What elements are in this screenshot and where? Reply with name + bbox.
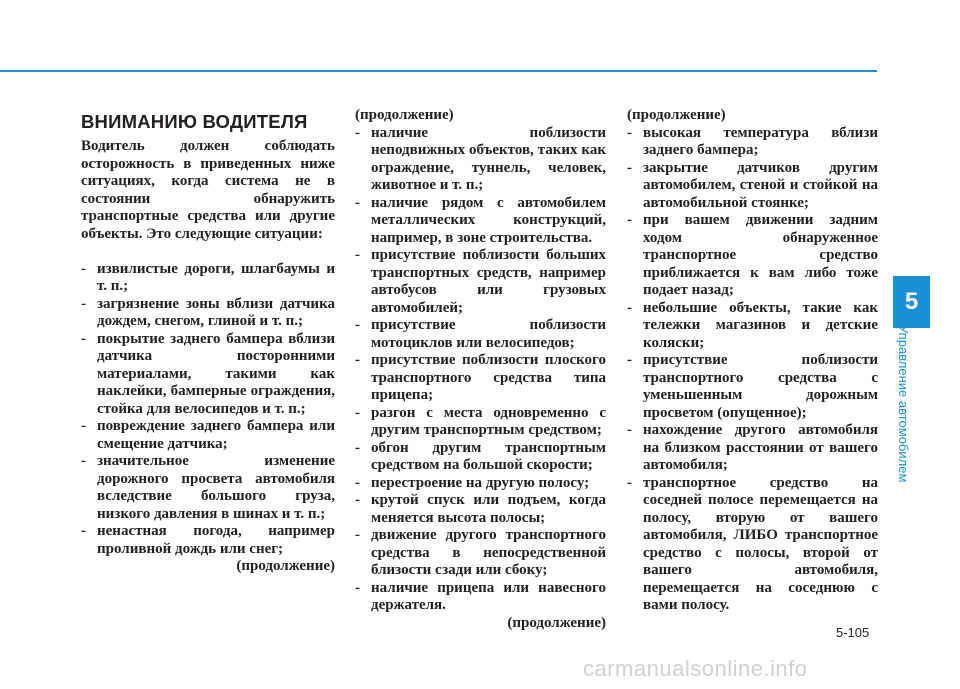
list-item: - небольшие объекты, такие как тележки магазинов и детские коляски; [627, 299, 878, 351]
intro-paragraph: Водитель должен соблюдать осторожность в приведенных ниже ситуациях, когда система не в состоянии обнаружить транспортные средства или другие объекты. Это следующие ситуации: [81, 138, 335, 242]
list-item: - перестроение на другую полосу; [355, 474, 590, 491]
list-item: - движение другого транспортного средства в непосредственной близости сзади или сбоку; [355, 527, 606, 578]
chapter-title: Управление автомобилем [896, 325, 911, 483]
continued-header: (продолжение) [355, 107, 454, 123]
list-item: - извилистые дороги, шлагбаумы и т. п.; [81, 260, 335, 294]
column-1 [81, 107, 335, 576]
list-item: - разгон с места одновременно с другим транспортным средством; [355, 404, 606, 438]
list-item: - высокая температура вблизи заднего бампера; [627, 124, 878, 158]
list-item: - присутствие поблизости больших транспортных средств, например автобусов или грузовых автомобилей; [355, 247, 606, 316]
list-item: - покрытие заднего бампера вблизи датчика посторонними материалами, такими как наклейки, бамперные ограждения, стойка для велосипедов и т. п.; [81, 330, 335, 417]
list-item: - нахождение другого автомобиля на близком расстоянии от вашего автомобиля; [627, 422, 878, 473]
list-item: - наличие поблизости неподвижных объектов, таких как ограждение, туннель, человек, животное и т. п.; [355, 124, 606, 193]
list-item: - присутствие поблизости плоского транспортного средства типа прицепа; [355, 352, 606, 403]
list-item: - значительное изменение дорожного просвета автомобиля вследствие большого груза, низкого давления в шинах и т. п.; [81, 453, 335, 522]
list-item: - ненастная погода, например проливной дождь или снег; [81, 523, 335, 557]
page-number: 5-105 [836, 625, 870, 640]
list-item: - при вашем движении задним ходом обнаруженное транспортное средство приближается к вам либо тоже подает назад; [627, 212, 878, 298]
list-item: - присутствие поблизости мотоциклов или велосипедов; [355, 317, 606, 351]
column-2 [355, 107, 606, 632]
list-item: - крутой спуск или подъем, когда меняется высота полосы; [355, 492, 606, 526]
watermark: carmanualsonline.info [583, 656, 808, 681]
warning-list-2 [355, 125, 606, 615]
list-item: - обгон другим транспортным средством на большой скорости; [355, 439, 606, 473]
continued-label: (продолжение) [236, 558, 335, 574]
list-item: - наличие рядом с автомобилем металлических конструкций, например, в зоне строительства. [355, 194, 606, 246]
continued-label: (продолжение) [507, 614, 606, 631]
warning-list-1 [81, 261, 335, 559]
column-3 [627, 107, 878, 615]
list-item: - транспортное средство на соседней полосе перемещается на полосу, вторую от вашего автомобиля, ЛИБО транспортное средство с полосы, второй от вашего автомобиля, перемещается на соседнюю с вами полосу. [627, 474, 878, 613]
list-item: - наличие прицепа или навесного держателя. [355, 579, 606, 613]
continued-header: (продолжение) [627, 107, 726, 123]
chapter-tab: 5 [893, 276, 930, 328]
list-item: - загрязнение зоны вблизи датчика дождем, снегом, глиной и т. п.; [81, 295, 335, 329]
list-item: - закрытие датчиков другим автомобилем, стеной и стойкой на автомобильной стоянке; [627, 159, 878, 211]
list-item: - присутствие поблизости транспортного средства с уменьшенным дорожным просветом (опущенное); [627, 352, 878, 421]
list-item: - повреждение заднего бампера или смещение датчика; [81, 418, 335, 452]
header-rule [0, 70, 877, 72]
section-heading: ВНИМАНИЮ ВОДИТЕЛЯ [81, 111, 308, 132]
warning-list-3 [627, 125, 878, 615]
